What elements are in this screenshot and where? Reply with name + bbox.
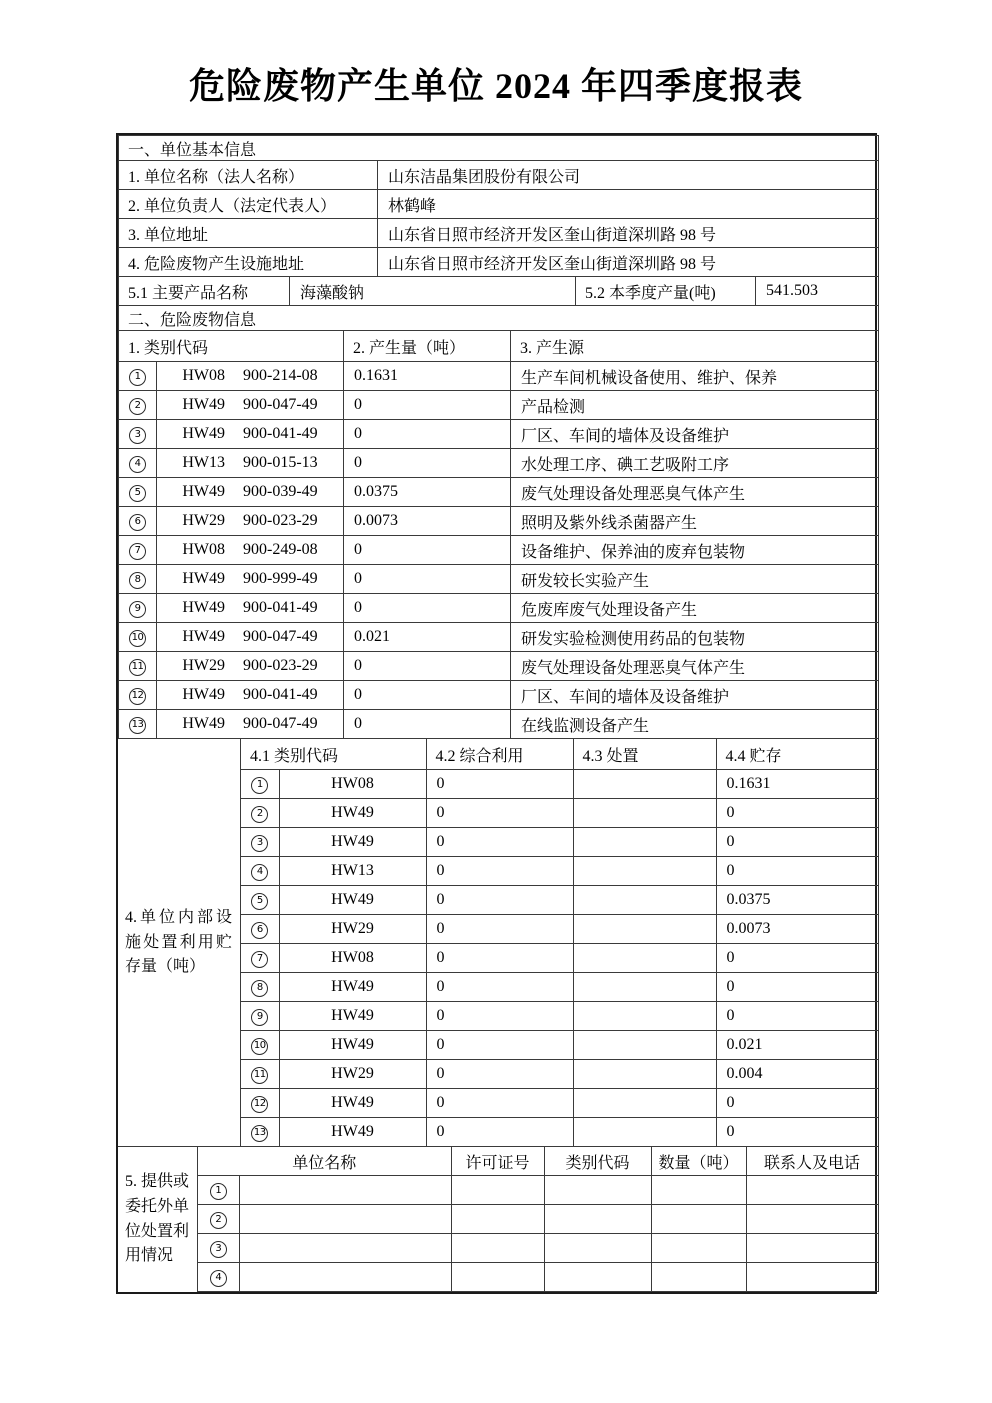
waste-code: 900-249-08 <box>243 541 318 558</box>
hw-class: HW08 <box>182 541 225 558</box>
comprehensive-use-cell: 0 <box>426 857 573 886</box>
row-number-badge: 2 <box>129 398 146 415</box>
row-number-badge: 9 <box>129 601 146 618</box>
row-number-badge: 1 <box>251 777 268 794</box>
permit-number-cell <box>451 1176 544 1205</box>
row-number-badge: 12 <box>129 688 146 705</box>
waste-code: 900-999-49 <box>243 570 318 587</box>
table-row <box>241 886 878 915</box>
category-code-cell <box>544 1176 651 1205</box>
quarter-output-label: 5.2 本季度产量(吨) <box>576 277 756 306</box>
table-row <box>241 915 878 944</box>
row-number-badge: 2 <box>210 1212 227 1229</box>
row-number-badge: 9 <box>251 1009 268 1026</box>
row-number-badge: 10 <box>251 1038 268 1055</box>
source-cell: 生产车间机械设备使用、维护、保养 <box>511 362 879 391</box>
quantity-cell <box>651 1234 746 1263</box>
product-row <box>119 277 879 306</box>
comprehensive-use-cell: 0 <box>426 973 573 1002</box>
row-number-cell <box>241 799 279 828</box>
generated-qty-cell: 0 <box>344 391 511 420</box>
field-value: 山东省日照市经济开发区奎山街道深圳路 98 号 <box>378 248 879 277</box>
category-code-cell <box>544 1234 651 1263</box>
generated-qty-cell: 0 <box>344 536 511 565</box>
table-row <box>241 828 878 857</box>
table-row <box>119 536 879 565</box>
source-cell: 照明及紫外线杀菌器产生 <box>511 507 879 536</box>
row-number-cell <box>119 623 157 652</box>
external-disposal-rows <box>198 1176 878 1292</box>
category-code-cell <box>157 652 344 681</box>
comprehensive-use-cell: 0 <box>426 944 573 973</box>
row-number-badge: 7 <box>251 951 268 968</box>
header-unit-name: 单位名称 <box>198 1147 451 1176</box>
category-code-cell <box>157 536 344 565</box>
category-code-cell <box>157 420 344 449</box>
row-number-badge: 8 <box>251 980 268 997</box>
table-header-row <box>198 1147 878 1176</box>
comprehensive-use-cell: 0 <box>426 828 573 857</box>
row-number-cell <box>198 1176 239 1205</box>
hw-class-cell: HW49 <box>279 1031 426 1060</box>
hw-class-cell: HW49 <box>279 886 426 915</box>
table-row <box>119 362 879 391</box>
row-number-cell <box>241 1002 279 1031</box>
field-label: 3. 单位地址 <box>119 219 378 248</box>
disposal-cell <box>573 1118 716 1147</box>
row-number-cell <box>241 1031 279 1060</box>
category-code-cell <box>157 710 344 739</box>
disposal-cell <box>573 1089 716 1118</box>
table-row <box>241 1031 878 1060</box>
table-row <box>119 565 879 594</box>
source-cell: 研发实验检测使用药品的包装物 <box>511 623 879 652</box>
disposal-cell <box>573 886 716 915</box>
external-disposal-table <box>198 1146 879 1292</box>
disposal-cell <box>573 770 716 799</box>
row-number-badge: 3 <box>210 1241 227 1258</box>
waste-code: 900-041-49 <box>243 599 318 616</box>
row-number-badge: 4 <box>251 864 268 881</box>
hw-class: HW49 <box>182 686 225 703</box>
source-cell: 水处理工序、碘工艺吸附工序 <box>511 449 879 478</box>
hw-class-cell: HW49 <box>279 1002 426 1031</box>
comprehensive-use-cell: 0 <box>426 799 573 828</box>
internal-disposal-section <box>118 738 875 1147</box>
header-disposal: 4.3 处置 <box>573 739 716 770</box>
row-number-badge: 3 <box>129 427 146 444</box>
table-row <box>241 1118 878 1147</box>
row-number-cell <box>198 1205 239 1234</box>
source-cell: 设备维护、保养油的废弃包装物 <box>511 536 879 565</box>
hw-class: HW29 <box>182 512 225 529</box>
table-row <box>241 1060 878 1089</box>
hw-class: HW49 <box>182 396 225 413</box>
storage-cell: 0.1631 <box>716 770 878 799</box>
field-label: 2. 单位负责人（法定代表人） <box>119 190 378 219</box>
row-number-cell <box>241 1089 279 1118</box>
row-number-cell <box>241 857 279 886</box>
waste-code: 900-041-49 <box>243 425 318 442</box>
hw-class-cell: HW29 <box>279 915 426 944</box>
storage-cell: 0 <box>716 1089 878 1118</box>
header-generated-qty: 2. 产生量（吨） <box>344 331 511 362</box>
header-comprehensive-use: 4.2 综合利用 <box>426 739 573 770</box>
hw-class-cell: HW49 <box>279 973 426 1002</box>
table-row <box>119 507 879 536</box>
comprehensive-use-cell: 0 <box>426 1002 573 1031</box>
table-row <box>241 799 878 828</box>
row-number-cell <box>241 1118 279 1147</box>
row-number-badge: 6 <box>251 922 268 939</box>
hw-class: HW49 <box>182 628 225 645</box>
row-number-cell <box>241 915 279 944</box>
hw-class: HW49 <box>182 425 225 442</box>
field-value: 山东省日照市经济开发区奎山街道深圳路 98 号 <box>378 219 879 248</box>
field-value: 林鹤峰 <box>378 190 879 219</box>
basic-info-rows <box>119 161 879 277</box>
external-disposal-label: 5. 提供或委托外单位处置利用情况 <box>118 1147 198 1292</box>
disposal-cell <box>573 1002 716 1031</box>
storage-cell: 0 <box>716 944 878 973</box>
quarter-output-value: 541.503 <box>756 277 879 306</box>
table-row <box>119 478 879 507</box>
section2-heading: 二、危险废物信息 <box>119 306 879 331</box>
comprehensive-use-cell: 0 <box>426 770 573 799</box>
row-number-badge: 11 <box>251 1067 268 1084</box>
quantity-cell <box>651 1176 746 1205</box>
waste-code: 900-023-29 <box>243 512 318 529</box>
generated-qty-cell: 0.0375 <box>344 478 511 507</box>
section-heading-row <box>119 306 879 331</box>
row-number-badge: 2 <box>251 806 268 823</box>
table-row <box>119 594 879 623</box>
row-number-cell <box>198 1234 239 1263</box>
table-row <box>119 652 879 681</box>
page-title: 危险废物产生单位 2024 年四季度报表 <box>188 66 803 106</box>
hw-class-cell: HW29 <box>279 1060 426 1089</box>
row-number-cell <box>119 449 157 478</box>
generated-qty-cell: 0.021 <box>344 623 511 652</box>
category-code-cell <box>157 449 344 478</box>
row-number-badge: 1 <box>210 1183 227 1200</box>
row-number-cell <box>119 362 157 391</box>
row-number-badge: 5 <box>251 893 268 910</box>
section-heading-row <box>119 136 879 161</box>
generated-qty-cell: 0 <box>344 710 511 739</box>
waste-code: 900-214-08 <box>243 367 318 384</box>
table-row <box>241 1002 878 1031</box>
table-header-row <box>119 331 879 362</box>
header-quantity: 数量（吨） <box>651 1147 746 1176</box>
basic-info-table <box>118 135 879 306</box>
row-number-badge: 1 <box>129 369 146 386</box>
storage-cell: 0.004 <box>716 1060 878 1089</box>
hw-class: HW29 <box>182 657 225 674</box>
waste-code: 900-047-49 <box>243 628 318 645</box>
header-contact: 联系人及电话 <box>746 1147 878 1176</box>
field-value: 山东洁晶集团股份有限公司 <box>378 161 879 190</box>
row-number-cell <box>119 710 157 739</box>
row-number-badge: 10 <box>129 630 146 647</box>
row-number-cell <box>119 420 157 449</box>
table-row <box>198 1234 878 1263</box>
waste-code: 900-047-49 <box>243 396 318 413</box>
category-code-cell <box>157 623 344 652</box>
disposal-cell <box>573 1060 716 1089</box>
category-code-cell <box>157 478 344 507</box>
source-cell: 厂区、车间的墙体及设备维护 <box>511 420 879 449</box>
generated-qty-cell: 0 <box>344 565 511 594</box>
product-name-label: 5.1 主要产品名称 <box>119 277 290 306</box>
source-cell: 厂区、车间的墙体及设备维护 <box>511 681 879 710</box>
table-row <box>119 623 879 652</box>
permit-number-cell <box>451 1263 544 1292</box>
unit-name-cell <box>239 1234 451 1263</box>
hw-class-cell: HW49 <box>279 1089 426 1118</box>
quantity-cell <box>651 1263 746 1292</box>
hw-class-cell: HW49 <box>279 1118 426 1147</box>
row-number-cell <box>119 594 157 623</box>
table-row <box>198 1176 878 1205</box>
header-permit-number: 许可证号 <box>451 1147 544 1176</box>
category-code-cell <box>157 507 344 536</box>
category-code-cell <box>544 1263 651 1292</box>
row-number-cell <box>119 565 157 594</box>
row-number-badge: 3 <box>251 835 268 852</box>
row-number-cell <box>241 944 279 973</box>
waste-code: 900-015-13 <box>243 454 318 471</box>
disposal-cell <box>573 799 716 828</box>
storage-cell: 0 <box>716 973 878 1002</box>
table-row <box>241 1089 878 1118</box>
table-row <box>119 681 879 710</box>
header-category-code: 4.1 类别代码 <box>241 739 426 770</box>
waste-code: 900-041-49 <box>243 686 318 703</box>
table-row <box>119 161 879 190</box>
table-row <box>119 449 879 478</box>
waste-code: 900-039-49 <box>243 483 318 500</box>
hw-class: HW49 <box>182 570 225 587</box>
row-number-cell <box>119 652 157 681</box>
generated-qty-cell: 0.1631 <box>344 362 511 391</box>
storage-cell: 0 <box>716 857 878 886</box>
generated-qty-cell: 0.0073 <box>344 507 511 536</box>
unit-name-cell <box>239 1205 451 1234</box>
disposal-cell <box>573 1031 716 1060</box>
disposal-cell <box>573 915 716 944</box>
generated-qty-cell: 0 <box>344 681 511 710</box>
storage-cell: 0.0375 <box>716 886 878 915</box>
header-category-code: 类别代码 <box>544 1147 651 1176</box>
internal-disposal-rows <box>241 770 878 1147</box>
generated-qty-cell: 0 <box>344 652 511 681</box>
generated-qty-cell: 0 <box>344 420 511 449</box>
internal-disposal-table <box>241 738 879 1147</box>
source-cell: 危废库废气处理设备产生 <box>511 594 879 623</box>
contact-cell <box>746 1176 878 1205</box>
hw-class: HW08 <box>182 367 225 384</box>
waste-info-table <box>118 305 879 739</box>
source-cell: 废气处理设备处理恶臭气体产生 <box>511 478 879 507</box>
generated-qty-cell: 0 <box>344 449 511 478</box>
table-row <box>119 190 879 219</box>
comprehensive-use-cell: 0 <box>426 1118 573 1147</box>
waste-code: 900-047-49 <box>243 715 318 732</box>
storage-cell: 0 <box>716 828 878 857</box>
contact-cell <box>746 1205 878 1234</box>
disposal-cell <box>573 973 716 1002</box>
permit-number-cell <box>451 1234 544 1263</box>
table-row <box>198 1205 878 1234</box>
row-number-badge: 12 <box>251 1096 268 1113</box>
hw-class: HW49 <box>182 715 225 732</box>
comprehensive-use-cell: 0 <box>426 915 573 944</box>
header-source: 3. 产生源 <box>511 331 879 362</box>
permit-number-cell <box>451 1205 544 1234</box>
waste-rows <box>119 362 879 739</box>
row-number-badge: 5 <box>129 485 146 502</box>
row-number-cell <box>119 507 157 536</box>
hw-class: HW49 <box>182 483 225 500</box>
storage-cell: 0 <box>716 799 878 828</box>
table-row <box>119 248 879 277</box>
contact-cell <box>746 1234 878 1263</box>
source-cell: 产品检测 <box>511 391 879 420</box>
contact-cell <box>746 1263 878 1292</box>
table-row <box>119 420 879 449</box>
report-form <box>116 133 877 1294</box>
source-cell: 研发较长实验产生 <box>511 565 879 594</box>
table-row <box>119 219 879 248</box>
storage-cell: 0.021 <box>716 1031 878 1060</box>
field-label: 4. 危险废物产生设施地址 <box>119 248 378 277</box>
hw-class-cell: HW08 <box>279 944 426 973</box>
category-code-cell <box>157 362 344 391</box>
row-number-badge: 13 <box>251 1125 268 1142</box>
category-code-cell <box>157 391 344 420</box>
header-storage: 4.4 贮存 <box>716 739 878 770</box>
category-code-cell <box>157 565 344 594</box>
field-label: 1. 单位名称（法人名称） <box>119 161 378 190</box>
waste-code: 900-023-29 <box>243 657 318 674</box>
disposal-cell <box>573 857 716 886</box>
hw-class-cell: HW49 <box>279 799 426 828</box>
unit-name-cell <box>239 1176 451 1205</box>
row-number-badge: 13 <box>129 717 146 734</box>
hw-class: HW49 <box>182 599 225 616</box>
storage-cell: 0 <box>716 1118 878 1147</box>
disposal-cell <box>573 944 716 973</box>
row-number-cell <box>198 1263 239 1292</box>
generated-qty-cell: 0 <box>344 594 511 623</box>
source-cell: 在线监测设备产生 <box>511 710 879 739</box>
table-header-row <box>241 739 878 770</box>
row-number-badge: 6 <box>129 514 146 531</box>
hw-class-cell: HW08 <box>279 770 426 799</box>
row-number-badge: 4 <box>129 456 146 473</box>
hw-class: HW13 <box>182 454 225 471</box>
internal-disposal-label: 4.单位内部设施处置利用贮存量（吨） <box>118 739 241 1147</box>
table-row <box>119 710 879 739</box>
row-number-cell <box>119 478 157 507</box>
comprehensive-use-cell: 0 <box>426 886 573 915</box>
row-number-cell <box>119 391 157 420</box>
unit-name-cell <box>239 1263 451 1292</box>
row-number-cell <box>241 886 279 915</box>
product-name-value: 海藻酸钠 <box>290 277 576 306</box>
storage-cell: 0.0073 <box>716 915 878 944</box>
table-row <box>241 944 878 973</box>
table-row <box>198 1263 878 1292</box>
row-number-cell <box>241 973 279 1002</box>
row-number-cell <box>119 681 157 710</box>
category-code-cell <box>544 1205 651 1234</box>
hw-class-cell: HW13 <box>279 857 426 886</box>
table-row <box>119 391 879 420</box>
table-row <box>241 857 878 886</box>
disposal-cell <box>573 828 716 857</box>
row-number-badge: 7 <box>129 543 146 560</box>
storage-cell: 0 <box>716 1002 878 1031</box>
external-disposal-section <box>118 1146 875 1292</box>
section1-heading: 一、单位基本信息 <box>119 136 879 161</box>
category-code-cell <box>157 681 344 710</box>
row-number-cell <box>119 536 157 565</box>
row-number-cell <box>241 770 279 799</box>
table-row <box>241 973 878 1002</box>
category-code-cell <box>157 594 344 623</box>
row-number-badge: 11 <box>129 659 146 676</box>
comprehensive-use-cell: 0 <box>426 1089 573 1118</box>
row-number-badge: 8 <box>129 572 146 589</box>
quantity-cell <box>651 1205 746 1234</box>
row-number-badge: 4 <box>210 1270 227 1287</box>
source-cell: 废气处理设备处理恶臭气体产生 <box>511 652 879 681</box>
row-number-cell <box>241 1060 279 1089</box>
table-row <box>241 770 878 799</box>
header-category-code: 1. 类别代码 <box>119 331 344 362</box>
row-number-cell <box>241 828 279 857</box>
comprehensive-use-cell: 0 <box>426 1031 573 1060</box>
comprehensive-use-cell: 0 <box>426 1060 573 1089</box>
hw-class-cell: HW49 <box>279 828 426 857</box>
